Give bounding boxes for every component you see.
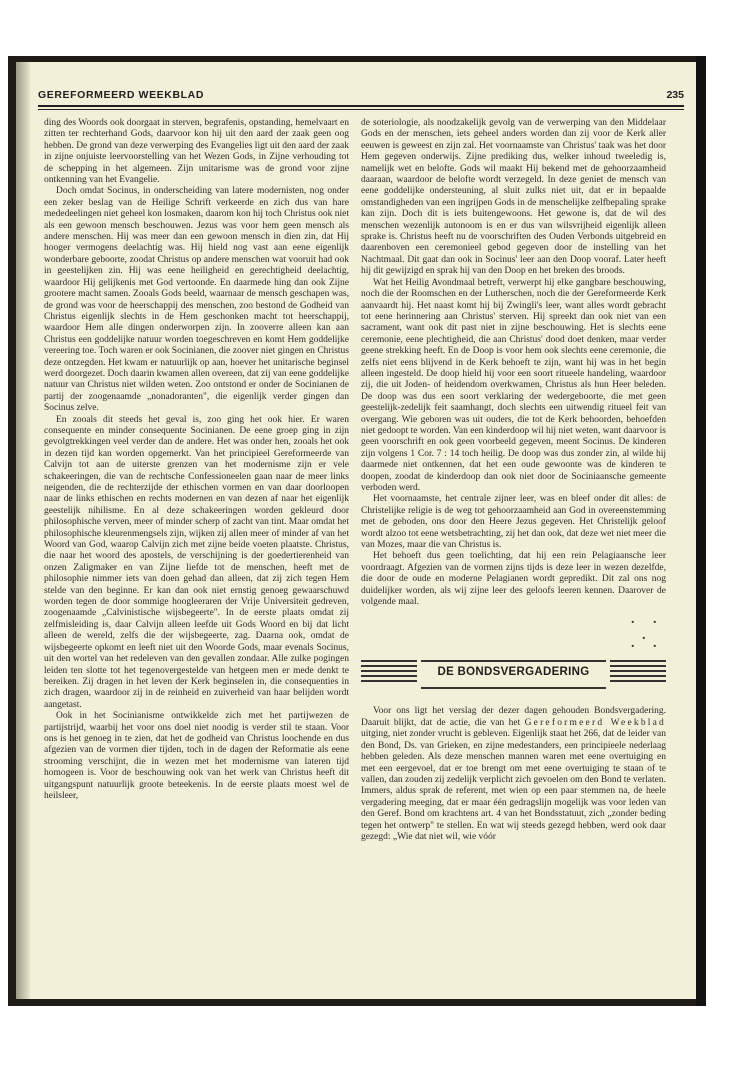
page-number: 235 (666, 89, 684, 101)
section-separator-dots: . . . . . (631, 612, 657, 652)
binding-shadow (16, 62, 30, 999)
section-heading-box (361, 656, 666, 696)
paragraph: En zooals dit steeds het geval is, zoo ging het ook hier. Er waren consequente en minder consequente Socinianen. De eene groep ging in zijn gevolgtrekkingen veel verder dan de andere. Het was onder hen, zooals het ook in dezen tijd kan worden opgemerkt. Van het principieel Gereformeerde van Calvijn tot aan de uiterste grenzen van het modernisme zijn er vele schakeeringen, die van de rechtsche Confessioneelen gaan naar de meer links neigenden, die de rechterzijde der ethischen vormen en van daar doorloopen naar de links ethischen en rechts modernen en van dezen af naar het eigenlijk geestelijk nihilisme. En al deze schakeeringen worden gekleurd door philosophische verven, meer of minder scherp of zacht van tint. Maar omdat het philosophische kleurenmengsels zijn, wijken zij allen meer of minder af van het Woord van God, waarop Calvijn zich met zijne beide voeten plaatste. Christus, die naar het woord des apostels, de verschijning is der goedertierenheid van onzen Zaligmaker en van Zijne liefde tot de menschen, heeft met de philosophie nimmer iets van doen gehad dan alleen, dat zij zich tegen Hem stelde van den beginne. Er kan dan ook niet ernstig genoeg gewaarschuwd worden tegen de door sommige hoogleeraren der Vrije Universiteit gedreven, zoogenaamde „Calvinistische wijsbegeerte". In de eerste plaats omdat zij zelfmisleiding is, daar Calvijn alleen leefde uit Gods Woord en bij dat licht alleen de wereld, zelfs die der wijsbegeerte, zag. Daarna ook, omdat de wijsbegeerte opkomt en leeft niet uit den Woorde Gods, maar evenals Socinus, uit den wortel van het redeleven van den gevallen zondaar. Alle zulke pogingen leiden ten slotte tot het tegenovergestelde van hetgeen men er mede denkt te bereiken. Zij dragen in het leven der Kerk beginselen in, die consequenties in zich dragen, waardoor zij in de reinheid en zuiverheid van haar belijden wordt aangetast. (44, 414, 349, 710)
page-header (38, 89, 684, 103)
newspaper-page (16, 62, 696, 999)
paragraph: Het behoeft dus geen toelichting, dat hij een rein Pelagiaansche leer voordraagt. Afgezien van de vormen zijns tijds is deze leer in wezen dezelfde, die door de oude en moderne Pelagianen wordt gepredikt. Dit zal ons nog duidelijker worden, als wij zijne leer des geloofs leeren kennen. Daarover de volgende maal. (361, 551, 666, 608)
left-column (44, 118, 349, 993)
paragraph: Ook in het Socinianisme ontwikkelde zich met het partijwezen de partijstrijd, waarbij het voor ons doel niet noodig is verder stil te staan. Voor ons is het genoeg in te zien, dat het de godheid van Christus loochende en dus afgezien van de vormen dier tijden, toch in de dagen der Reformatie als eene strooming verschijnt, die in wezen met het modernisme van lateren tijd homogeen is. Voor de beschouwing ook van het werk van Christus heeft dit uitgangspunt natuurlijk groote beteekenis. In de eerste plaats moest wel de heilsleer, (44, 711, 349, 801)
text-run: uitging, niet zonder vrucht is gebleven. Eigenlijk staat het 266, dat de leider van den Bond, Ds. van Grieken, en zijne medestanders, een principieele nederlaag hebben geleden. Als deze menschen mannen waren met eene overtuiging en met een eergevoel, dat er toe brengt om met eene overtuiging te staan of te vallen, dan zouden zij zedelijk verplicht zich gevoelen om den Bond te verlaten. Immers, aldus sprak de referent, met wien op een paar stemmen na, de heele vergadering meeging, dat er maar één gedragslijn mogelijk was voor leden van den Geref. Bond om krachtens art. 4 van het Bondsstatuut, zich „zonder beding tegen het ontwerp" te stellen. En wat wij steeds gezegd hebben, werd ook daar gezegd: „Wie dat niet wil, wie vóór (361, 729, 666, 842)
publication-name-spaced: Gereformeerd Weekblad (524, 717, 666, 728)
paragraph: Het voornaamste, het centrale zijner leer, was en bleef onder dit alles: de Christelijke religie is de weg tot gehoorzaamheid aan God in overeenstemming met de geboden, ons door den Heere Jezus gegeven. Het Christelijk geloof wordt alzoo tot eene wetsbetrachting, zij het dan ook, dat deze wet niet meer die van Mozes, maar die van Christus is. (361, 494, 666, 551)
right-column (361, 118, 666, 993)
paragraph: de soteriologie, als noodzakelijk gevolg van de verwerping van den Middelaar Gods en der menschen, iets geheel anders worden dan zij voor de Kerk aller eeuwen is geweest en zijn zal. Het voornaamste van Christus' taak was het door Hem gegeven onderwijs. Zijne prediking dus, welker inhoud tweeledig is, namelijk wet en belofte. Gods wil maakt Hij bekend met de gehoorzaamheid daaraan, waardoor de belofte wordt verzegeld. In deze geniet de mensch van eene goddelijke ondersteuning, al sluit zulks niet uit, dat er in bepaalde omstandigheden van een ingrijpen Gods in de menschelijke zelfbepaling sprake kan zijn. Doch dit is iets buitengewoons. Het gewone is, dat de wil des menschen wezenlijk autonoom is en er dus van wilsvrijheid eigenlijk alleen sprake is. Christus heeft nu de voorschriften des Ouden Verbonds uitgebreid en daarenboven een ceremonieel gebod gegeven door de instelling van het Nachtmaal. Dit gaat dan ook in Socinus' leer aan den Doop vooraf. Later heeft hij dit gewijzigd en sprak hij van den Doop en het breken des broods. (361, 118, 666, 277)
paragraph: ding des Woords ook doorgaat in sterven, begrafenis, opstanding, hemelvaart en zitten ter rechterhand Gods, daarvoor kon hij uit den aard der zaak geen oog hebben. De grond van deze verwerping des Evangelies ligt uit den aard der zaak in zijne onjuiste leervoorstelling van het Wezen Gods, in Zijne verhouding tot de schepping in het algemeen. Zijn unitarisme was de grond voor zijne ontkenning van het Evangelie. (44, 118, 349, 186)
text-run: Voor ons ligt het verslag der dezer dagen gehouden Bondsvergadering. Daaruit blijkt, dat de actie, die van het (361, 706, 666, 728)
paragraph: Wat het Heilig Avondmaal betreft, verwerpt hij elke gangbare beschouwing, noch die der Roomschen en der Lutherschen, noch die der Gereformeerde Kerk aanvaardt hij. Het naast komt hij bij Zwingli's leer, want alles wordt gebracht tot eene herinnering aan Christus' sterven. Hij spreekt dan ook niet van een sacrament, want ook dit past niet in zijne beschouwing. Het is slechts eene ceremonie, eene plechtigheid, die aan Christus' dood doet denken, maar verder geene strekking heeft. En de Doop is voor hem ook slechts eene ceremonie, die zelfs niet eens blijvend in de Kerk behoeft te zijn, want hij was in het begin alleen ingesteld. De doop hield hij voor een soort ritueele handeling, waardoor zij, die uit Joden- of heidendom overkwamen, Christus als hun Heer beleden. De doop was dus een soort verklaring der wedergeboorte, die met geen geestelijk-zedelijk feit saamhangt, doch slechts een uitwendig ritueel feit van overgang. Wie geboren was uit ouders, die tot de Kerk behoorden, behoefden niet gedoopt te worden. Van een kinderdoop wil hij niet weten, want daarvoor is geen voorschrift en ook geen voorbeeld gegeven, meent Socinus. De kinderen zijn volgens 1 Cor. 7 : 14 toch heilig. De doop was dus zonder zin, al wilde hij daarmede niet ontkennen, dat het een oude gewoonte was de kinderen te doopen, zoodat de kinderdoop dan ook niet door de Sociniaansche gemeente verboden werd. (361, 277, 666, 493)
paragraph (361, 706, 666, 843)
publication-title: GEREFORMEERD WEEKBLAD (38, 89, 205, 101)
paragraph: Doch omdat Socinus, in onderscheiding van latere modernisten, nog onder een zeker beslag van de Heilige Schrift verkeerde en zich dus van hare mededeelingen niet geheel kon losmaken, daarom kon hij toch Christus ook niet als een gewoon mensch beschouwen. Jezus was voor hem geen mensch als andere menschen. Hij was meer dan een gewoon mensch in dien zin, dat Hij hooger vermogens deelachtig was. Hij hield nog vast aan eene eigenlijk wonderbare geboorte, zoodat Christus op andere menschen wat vooruit had ook in geestelijken zin. Hij was eene heiligheid en gerechtigheid deelachtig, waardoor Hij gelijkenis met God vertoonde. En daarmede hing dan ook Zijne grootere macht samen. Zooals Gods beeld, waarnaar de mensch geschapen was, de grond was voor de heerschappij des menschen, zoo bestond de Godheid van Christus eigenlijk slechts in de Hem geschonken macht tot heerschappij, waardoor Hem alle dingen onderworpen zijn. In zooverre alleen kan aan Christus een goddelijke natuur worden toegeschreven en komt Hem goddelijke vereering toe. Toch waren er ook Socinianen, die zoover niet gingen en Christus deze ontzegden. Het kwam er natuurlijk op aan, hoever het unitarische beginsel werd doorgezet. Doch daarin kwamen allen overeen, dat zij van eene goddelijke natuur van Christus niet wilden weten. Zoo ontstond er onder de Socinianen de partij der zoogenaamde „nonadoranten", die eigenlijk verder gingen dan Socinus zelve. (44, 186, 349, 414)
scan-edge (696, 56, 706, 1006)
header-rule (38, 105, 684, 107)
ornament-lines (361, 660, 417, 685)
section-heading: DE BONDSVERGADERING (421, 660, 606, 689)
header-rule-thin (38, 109, 684, 110)
ornament-lines (610, 660, 666, 685)
